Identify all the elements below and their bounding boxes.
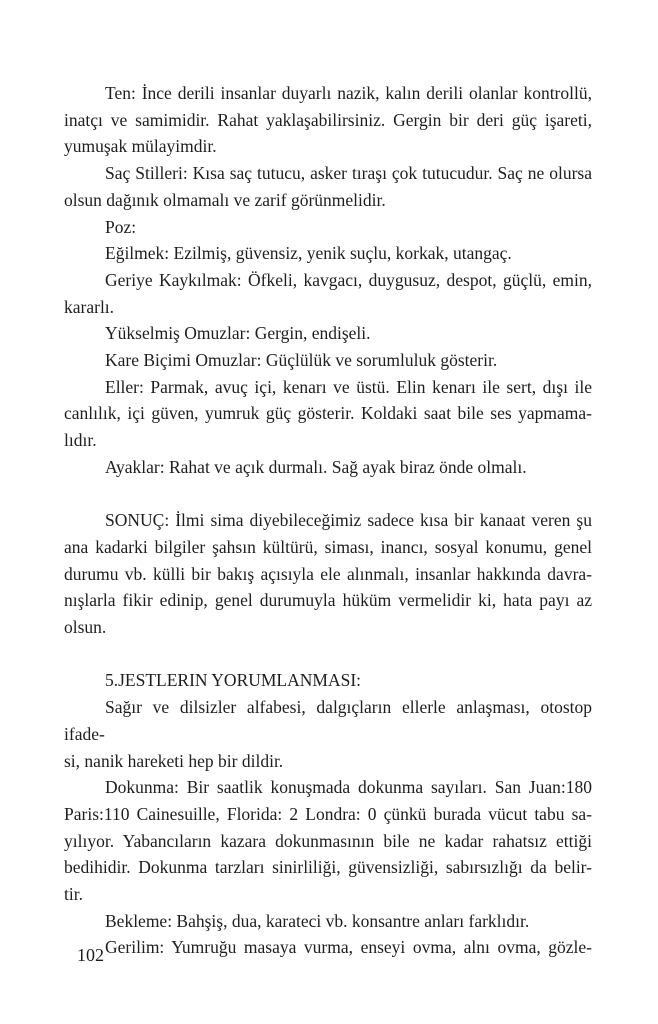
text-line: yılıyor. Yabancıların kazara dokunmasının bile ne kadar rahatsız ettiği [64,830,592,851]
paragraph [64,454,592,481]
text-line: Gerilim: Yumruğu masaya vurma, enseyi ovma, alnı ovma, gözle- [105,937,592,958]
text-line: Poz: [105,216,137,237]
paragraph-sonuc [64,507,592,641]
text-line: Paris:110 Cainesuille, Florida: 2 Londra: 0 çünkü burada vücut tabu sa- [64,803,592,824]
text-line: Eğilmek: Ezilmiş, güvensiz, yenik suçlu, korkak, utangaç. [105,243,512,264]
text-line: Saç Stilleri: Kısa saç tutucu, asker tıraşı çok tutucudur. Saç ne olursa [105,163,592,184]
text-line: Kare Biçimi Omuzlar: Güçlülük ve sorumluluk gösterir. [105,350,498,371]
text-line: yumuşak mülayimdir. [64,136,217,157]
section-heading [64,667,592,694]
paragraph [64,80,592,160]
text-line: kararlı. [64,296,115,317]
paragraph [64,934,592,961]
paragraph [64,908,592,935]
text-line: 5.JESTLERIN YORUMLANMASI: [105,670,362,691]
paragraph [64,160,592,213]
text-line: olsun. [64,617,107,638]
page-number: 102 [77,945,104,965]
paragraph [64,347,592,374]
text-line: Sağır ve dilsizler alfabesi, dalgıçların ellerle anlaşması, otostop ifade- [64,697,592,744]
text-line: bedihidir. Dokunma tarzları sinirliliği, güvensizliği, sabırsızlığı da belir- [64,857,592,878]
text-line: Geriye Kaykılmak: Öfkeli, kavgacı, duygusuz, despot, güçlü, emin, [105,269,592,290]
text-line: Bekleme: Bahşiş, dua, karateci vb. konsantre anları farklıdır. [105,910,530,931]
text-line: inatçı ve samimidir. Rahat yaklaşabilirsiniz. Gergin bir deri güç işareti, [64,109,592,130]
text-block [64,80,592,961]
paragraph [64,694,592,774]
text-line: tir. [64,884,83,905]
text-line: nışlarla fikir edinip, genel durumuyla hüküm vermelidir ki, hata payı az [64,590,592,611]
paragraph [64,374,592,454]
paragraph [64,320,592,347]
text-line: lıdır. [64,430,97,451]
text-line: canlılık, içi güven, yumruk güç gösterir. Koldaki saat bile ses yapmama- [64,403,592,424]
text-line: Ayaklar: Rahat ve açık durmalı. Sağ ayak biraz önde olmalı. [105,456,527,477]
text-line: SONUÇ: İlmi sima diyebileceğimiz sadece kısa bir kanaat veren şu [105,510,592,531]
text-line: durumu vb. külli bir bakış açısıyla ele alınmalı, insanlar hakkında davra- [64,563,592,584]
paragraph [64,774,592,908]
text-line: Dokunma: Bir saatlik konuşmada dokunma sayıları. San Juan:180 [105,777,592,798]
paragraph [64,267,592,320]
paragraph [64,214,592,241]
text-line: Yükselmiş Omuzlar: Gergin, endişeli. [105,323,371,344]
text-line: si, nanik hareketi hep bir dildir. [64,750,284,771]
text-line: olsun dağınık olmamalı ve zarif görünmelidir. [64,189,386,210]
text-line: Ten: İnce derili insanlar duyarlı nazik, kalın derili olanlar kontrollü, [105,83,592,103]
paragraph [64,240,592,267]
text-line: Eller: Parmak, avuç içi, kenarı ve üstü. Elin kenarı ile sert, dışı ile [105,376,592,397]
text-line: ana kadarki bilgiler şahsın kültürü, siması, inancı, sosyal konumu, genel [64,536,592,557]
